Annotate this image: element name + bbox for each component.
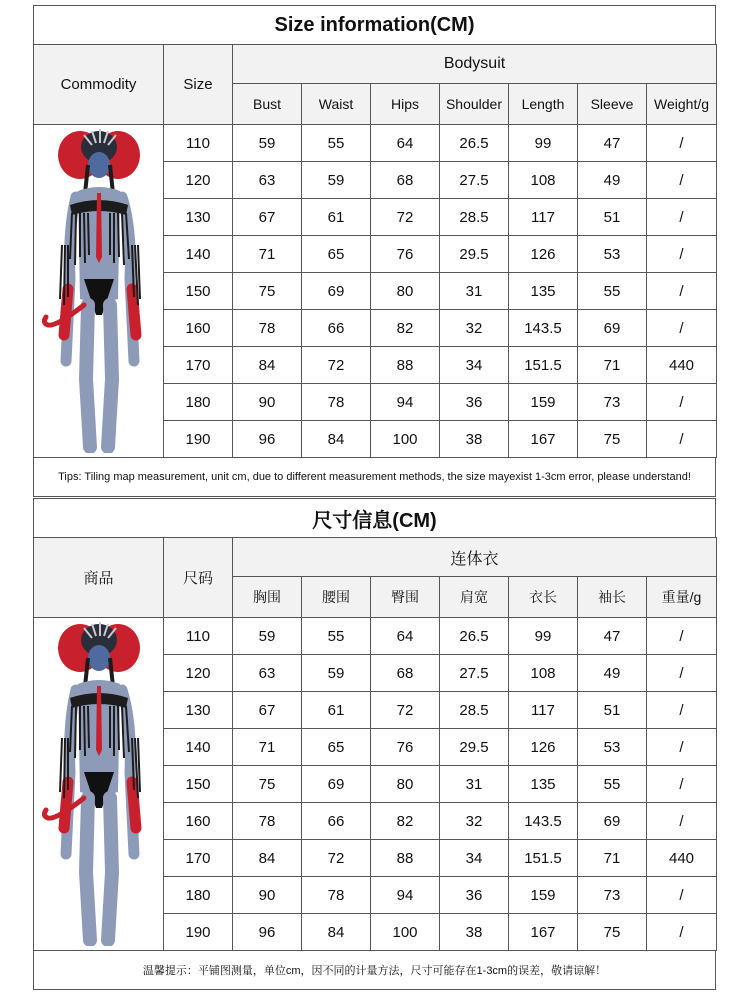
- measurement-cell: 80: [371, 766, 440, 803]
- size-cell: 190: [164, 914, 233, 951]
- measurement-cell: 69: [578, 803, 647, 840]
- measurement-cell: 29.5: [440, 236, 509, 273]
- measurement-cell: /: [647, 125, 717, 162]
- measurement-cell: 108: [509, 162, 578, 199]
- measurement-cell: 108: [509, 655, 578, 692]
- column-header-sleeve: Sleeve: [578, 84, 647, 125]
- measurement-cell: 100: [371, 914, 440, 951]
- measurement-cell: 68: [371, 655, 440, 692]
- size-chart-english: [33, 5, 716, 497]
- measurement-cell: 75: [233, 273, 302, 310]
- measurement-cell: 88: [371, 347, 440, 384]
- measurement-cell: 67: [233, 199, 302, 236]
- measurement-cell: 55: [578, 766, 647, 803]
- measurement-cell: /: [647, 273, 717, 310]
- column-header-bust: 胸围: [233, 577, 302, 618]
- size-cell: 120: [164, 655, 233, 692]
- measurement-cell: /: [647, 162, 717, 199]
- measurement-cell: 55: [302, 618, 371, 655]
- measurement-cell: 84: [302, 914, 371, 951]
- measurement-cell: 26.5: [440, 125, 509, 162]
- measurement-cell: 151.5: [509, 347, 578, 384]
- measurement-cell: 78: [233, 803, 302, 840]
- measurement-cell: 90: [233, 877, 302, 914]
- measurement-note: 温馨提示：平铺图测量，单位cm，因不同的计量方法，尺寸可能存在1-3cm的误差，敬请谅解！: [33, 951, 716, 990]
- measurement-cell: 75: [233, 766, 302, 803]
- measurement-cell: 55: [578, 273, 647, 310]
- measurement-cell: 94: [371, 384, 440, 421]
- size-cell: 170: [164, 840, 233, 877]
- measurement-cell: 28.5: [440, 199, 509, 236]
- commodity-header: 商品: [34, 538, 164, 618]
- measurement-cell: 100: [371, 421, 440, 458]
- measurement-cell: 84: [302, 421, 371, 458]
- head: [88, 645, 110, 671]
- size-cell: 140: [164, 729, 233, 766]
- size-cell: 130: [164, 692, 233, 729]
- measurement-cell: /: [647, 655, 717, 692]
- size-header: Size: [164, 45, 233, 125]
- measurement-cell: 76: [371, 236, 440, 273]
- measurement-cell: 59: [233, 125, 302, 162]
- head: [88, 152, 110, 178]
- size-cell: 190: [164, 421, 233, 458]
- measurement-cell: 38: [440, 421, 509, 458]
- measurement-cell: 71: [578, 840, 647, 877]
- measurement-cell: 75: [578, 914, 647, 951]
- measurement-cell: 72: [371, 692, 440, 729]
- size-cell: 140: [164, 236, 233, 273]
- measurement-cell: 64: [371, 125, 440, 162]
- measurement-cell: 69: [302, 273, 371, 310]
- measurement-cell: 84: [233, 840, 302, 877]
- measurement-cell: 53: [578, 236, 647, 273]
- measurement-cell: 36: [440, 384, 509, 421]
- column-header-waist: Waist: [302, 84, 371, 125]
- measurement-cell: 440: [647, 840, 717, 877]
- column-header-length: Length: [509, 84, 578, 125]
- measurement-cell: 159: [509, 877, 578, 914]
- measurement-cell: 94: [371, 877, 440, 914]
- measurement-cell: 36: [440, 877, 509, 914]
- measurement-cell: /: [647, 236, 717, 273]
- measurement-cell: 29.5: [440, 729, 509, 766]
- size-cell: 160: [164, 310, 233, 347]
- measurement-cell: 63: [233, 162, 302, 199]
- measurement-cell: /: [647, 914, 717, 951]
- size-cell: 150: [164, 766, 233, 803]
- measurement-cell: 66: [302, 803, 371, 840]
- measurement-cell: 47: [578, 618, 647, 655]
- measurement-note: Tips: Tiling map measurement, unit cm, due to different measurement methods, the size mayexist 1-3cm error, please understand!: [33, 458, 716, 497]
- measurement-cell: 73: [578, 877, 647, 914]
- measurement-cell: 59: [302, 655, 371, 692]
- column-header-weight: 重量/g: [647, 577, 717, 618]
- measurement-cell: /: [647, 618, 717, 655]
- measurement-cell: 49: [578, 162, 647, 199]
- measurement-cell: 72: [302, 840, 371, 877]
- column-header-hips: Hips: [371, 84, 440, 125]
- product-photo: [34, 125, 164, 458]
- measurement-cell: 71: [233, 236, 302, 273]
- size-cell: 110: [164, 618, 233, 655]
- column-header-shoulder: Shoulder: [440, 84, 509, 125]
- measurement-cell: 49: [578, 655, 647, 692]
- measurement-cell: 135: [509, 273, 578, 310]
- measurement-cell: 96: [233, 914, 302, 951]
- measurement-cell: 117: [509, 199, 578, 236]
- measurement-cell: /: [647, 310, 717, 347]
- measurement-cell: 84: [233, 347, 302, 384]
- bodysuit-group-header: 连体衣: [233, 538, 717, 577]
- size-cell: 150: [164, 273, 233, 310]
- measurement-cell: 28.5: [440, 692, 509, 729]
- measurement-cell: 71: [233, 729, 302, 766]
- red-tie: [96, 193, 102, 263]
- measurement-cell: 117: [509, 692, 578, 729]
- measurement-cell: 80: [371, 273, 440, 310]
- measurement-cell: 34: [440, 347, 509, 384]
- measurement-cell: 167: [509, 421, 578, 458]
- measurement-cell: 27.5: [440, 162, 509, 199]
- measurement-cell: 68: [371, 162, 440, 199]
- measurement-cell: 143.5: [509, 310, 578, 347]
- measurement-cell: 76: [371, 729, 440, 766]
- measurement-cell: 167: [509, 914, 578, 951]
- measurement-cell: /: [647, 729, 717, 766]
- measurement-cell: 78: [302, 877, 371, 914]
- measurement-cell: 65: [302, 729, 371, 766]
- measurement-cell: 99: [509, 618, 578, 655]
- commodity-header: Commodity: [34, 45, 164, 125]
- measurement-cell: 63: [233, 655, 302, 692]
- measurement-cell: 61: [302, 199, 371, 236]
- column-header-bust: Bust: [233, 84, 302, 125]
- measurement-cell: 69: [302, 766, 371, 803]
- measurement-cell: 126: [509, 729, 578, 766]
- table-row: [34, 125, 717, 162]
- column-header-hips: 臀围: [371, 577, 440, 618]
- measurement-cell: /: [647, 766, 717, 803]
- measurement-cell: 159: [509, 384, 578, 421]
- column-header-shoulder: 肩宽: [440, 577, 509, 618]
- measurement-cell: 78: [233, 310, 302, 347]
- measurement-cell: 75: [578, 421, 647, 458]
- measurement-cell: 135: [509, 766, 578, 803]
- bodysuit-group-header: Bodysuit: [233, 45, 717, 84]
- measurement-cell: 66: [302, 310, 371, 347]
- measurement-cell: 26.5: [440, 618, 509, 655]
- measurement-cell: /: [647, 877, 717, 914]
- measurement-cell: 99: [509, 125, 578, 162]
- measurement-cell: 96: [233, 421, 302, 458]
- column-header-weight: Weight/g: [647, 84, 717, 125]
- measurement-cell: 47: [578, 125, 647, 162]
- measurement-cell: 65: [302, 236, 371, 273]
- measurement-cell: 72: [302, 347, 371, 384]
- measurement-cell: 126: [509, 236, 578, 273]
- size-cell: 180: [164, 877, 233, 914]
- measurement-cell: 32: [440, 310, 509, 347]
- measurement-cell: 53: [578, 729, 647, 766]
- measurement-cell: 51: [578, 199, 647, 236]
- column-header-sleeve: 袖长: [578, 577, 647, 618]
- column-header-waist: 腰围: [302, 577, 371, 618]
- measurement-cell: 90: [233, 384, 302, 421]
- size-chart-chinese: [33, 498, 716, 990]
- table-row: [34, 618, 717, 655]
- measurement-cell: 440: [647, 347, 717, 384]
- product-photo: [34, 618, 164, 951]
- size-table: [33, 44, 717, 458]
- measurement-cell: 143.5: [509, 803, 578, 840]
- size-cell: 120: [164, 162, 233, 199]
- measurement-cell: 69: [578, 310, 647, 347]
- measurement-cell: /: [647, 199, 717, 236]
- size-cell: 170: [164, 347, 233, 384]
- measurement-cell: 61: [302, 692, 371, 729]
- red-tie: [96, 686, 102, 756]
- size-cell: 180: [164, 384, 233, 421]
- measurement-cell: 71: [578, 347, 647, 384]
- measurement-cell: 82: [371, 803, 440, 840]
- measurement-cell: 31: [440, 273, 509, 310]
- measurement-cell: /: [647, 803, 717, 840]
- measurement-cell: 38: [440, 914, 509, 951]
- product-costume-figure: [40, 129, 158, 453]
- measurement-cell: 72: [371, 199, 440, 236]
- measurement-cell: 82: [371, 310, 440, 347]
- size-chart-title: Size information(CM): [33, 5, 716, 45]
- measurement-cell: /: [647, 384, 717, 421]
- measurement-cell: 151.5: [509, 840, 578, 877]
- size-cell: 130: [164, 199, 233, 236]
- measurement-cell: 32: [440, 803, 509, 840]
- measurement-cell: 59: [302, 162, 371, 199]
- measurement-cell: 67: [233, 692, 302, 729]
- measurement-cell: /: [647, 421, 717, 458]
- measurement-cell: 27.5: [440, 655, 509, 692]
- size-chart-title: 尺寸信息(CM): [33, 498, 716, 538]
- measurement-cell: /: [647, 692, 717, 729]
- size-cell: 160: [164, 803, 233, 840]
- measurement-cell: 59: [233, 618, 302, 655]
- measurement-cell: 34: [440, 840, 509, 877]
- product-costume-figure: [40, 622, 158, 946]
- measurement-cell: 88: [371, 840, 440, 877]
- measurement-cell: 55: [302, 125, 371, 162]
- measurement-cell: 51: [578, 692, 647, 729]
- measurement-cell: 31: [440, 766, 509, 803]
- size-table: [33, 537, 717, 951]
- column-header-length: 衣长: [509, 577, 578, 618]
- size-cell: 110: [164, 125, 233, 162]
- measurement-cell: 64: [371, 618, 440, 655]
- measurement-cell: 73: [578, 384, 647, 421]
- measurement-cell: 78: [302, 384, 371, 421]
- size-header: 尺码: [164, 538, 233, 618]
